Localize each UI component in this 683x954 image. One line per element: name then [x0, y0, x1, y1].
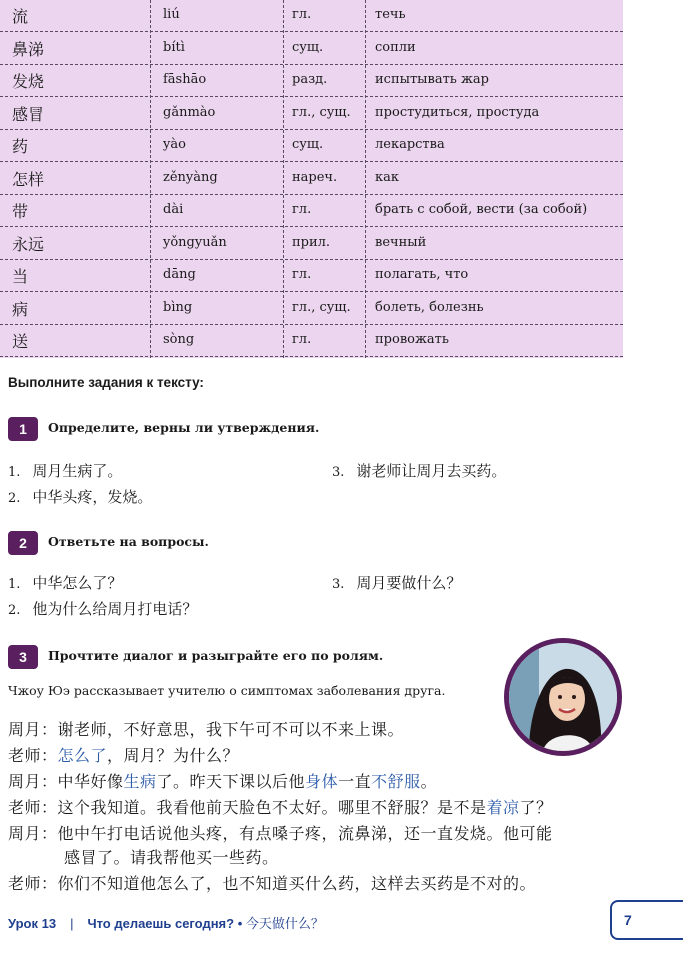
vocab-hanzi: 鼻涕 [12, 39, 45, 59]
dialog-intro: Чжоу Юэ рассказывает учителю о симптомах заболевания друга. [8, 683, 446, 698]
dialog-line: 周月：中华好像生病了。昨天下课以后他身体一直不舒服。 [8, 772, 438, 791]
page-number: 7 [624, 912, 632, 928]
vocab-part-of-speech: прил. [292, 234, 331, 250]
vocab-part-of-speech: гл., сущ. [292, 104, 351, 120]
dialog-line: 周月：他中午打电话说他头疼，有点嗓子疼，流鼻涕，还一直发烧。他可能 [8, 824, 553, 843]
vocab-pinyin: liú [163, 7, 180, 22]
vocab-part-of-speech: разд. [292, 72, 328, 87]
vocab-hanzi: 当 [12, 267, 29, 286]
vocab-hanzi: 药 [12, 137, 29, 156]
vocab-hanzi: 带 [12, 202, 29, 221]
vocab-pinyin: bìng [163, 299, 193, 315]
vocab-part-of-speech: нареч. [292, 169, 338, 185]
task-instruction: Прочтите диалог и разыграйте его по ролям. [48, 648, 384, 663]
dialog-line: 老师：这个我知道。我看他前天脸色不太好。哪里不舒服？是不是着凉了？ [8, 798, 553, 817]
vocab-part-of-speech: гл. [292, 202, 312, 217]
vocab-translation: сопли [375, 39, 416, 55]
vocab-row [0, 228, 623, 260]
page-number-tab [610, 900, 683, 940]
task-number-badge: 1 [8, 417, 38, 441]
vocab-part-of-speech: сущ. [292, 39, 324, 55]
student-photo-illustration [509, 643, 617, 751]
vocab-translation: простудиться, простуда [375, 104, 540, 120]
vocab-hanzi: 送 [12, 332, 29, 351]
vocab-row [0, 65, 623, 97]
vocab-row [0, 325, 623, 357]
vocab-hanzi: 发烧 [12, 72, 45, 91]
vocab-hanzi: 流 [12, 7, 29, 26]
vocab-translation: испытывать жар [375, 72, 489, 87]
vocab-row [0, 163, 623, 195]
vocab-translation: течь [375, 7, 406, 22]
task-item: 2. 他为什么给周月打电话？ [8, 600, 198, 618]
lesson-title-chinese: 今天做什么？ [245, 917, 324, 932]
vocab-pinyin: yào [163, 137, 186, 152]
vocab-pinyin: fāshāo [163, 72, 207, 87]
vocab-pinyin: zěnyàng [163, 169, 218, 185]
task-item: 1. 周月生病了。 [8, 462, 123, 480]
vocab-part-of-speech: гл. [292, 332, 312, 347]
vocabulary-table [0, 0, 623, 358]
vocab-part-of-speech: гл. [292, 7, 312, 22]
vocab-translation: полагать, что [375, 267, 469, 282]
page-footer [8, 913, 324, 932]
vocab-row [0, 260, 623, 292]
vocab-translation: болеть, болезнь [375, 299, 484, 315]
vocab-hanzi: 永远 [12, 234, 45, 254]
task-instruction: Ответьте на вопросы. [48, 534, 209, 549]
dialog-line-continuation: 感冒了。请我帮他买一些药。 [64, 848, 279, 867]
lesson-title: Что делаешь сегодня? • [87, 916, 243, 931]
vocab-hanzi: 病 [12, 299, 29, 319]
vocab-part-of-speech: гл., сущ. [292, 299, 351, 315]
vocab-row [0, 33, 623, 65]
task-item: 1. 中华怎么了？ [8, 574, 123, 592]
vocab-hanzi: 感冒 [12, 104, 45, 124]
dialog-line: 老师：你们不知道他怎么了，也不知道买什么药，这样去买药是不对的。 [8, 874, 537, 893]
vocab-translation: провожать [375, 332, 449, 347]
lesson-label: Урок 13 [8, 916, 57, 931]
student-photo [504, 638, 622, 756]
task-number-badge: 2 [8, 531, 38, 555]
vocab-pinyin: dāng [163, 267, 196, 282]
footer-separator: | [70, 916, 74, 931]
vocab-translation: вечный [375, 234, 427, 250]
dialog-line: 周月：谢老师，不好意思，我下午可不可以不来上课。 [8, 720, 405, 739]
vocab-translation: как [375, 169, 400, 185]
task-item: 3. 周月要做什么？ [332, 574, 462, 592]
vocab-row [0, 0, 623, 32]
vocab-pinyin: gǎnmào [163, 104, 216, 120]
vocab-translation: лекарства [375, 137, 445, 152]
vocab-pinyin: yǒngyuǎn [163, 234, 227, 250]
vocab-row [0, 98, 623, 130]
vocab-hanzi: 怎样 [12, 169, 45, 189]
section-title: Выполните задания к тексту: [8, 375, 204, 390]
task-instruction: Определите, верны ли утверждения. [48, 420, 320, 435]
vocab-pinyin: dài [163, 202, 184, 217]
vocab-pinyin: bítì [163, 39, 185, 55]
task-item: 2. 中华头疼，发烧。 [8, 488, 153, 506]
vocab-row [0, 130, 623, 162]
task-item: 3. 谢老师让周月去买药。 [332, 462, 507, 480]
vocab-pinyin: sòng [163, 332, 195, 347]
vocab-part-of-speech: сущ. [292, 137, 324, 152]
vocab-translation: брать с собой, вести (за собой) [375, 202, 588, 217]
vocab-row [0, 293, 623, 325]
dialog-line: 老师：怎么了，周月？为什么？ [8, 746, 240, 765]
vocab-part-of-speech: гл. [292, 267, 312, 282]
vocab-row [0, 195, 623, 227]
task-number-badge: 3 [8, 645, 38, 669]
